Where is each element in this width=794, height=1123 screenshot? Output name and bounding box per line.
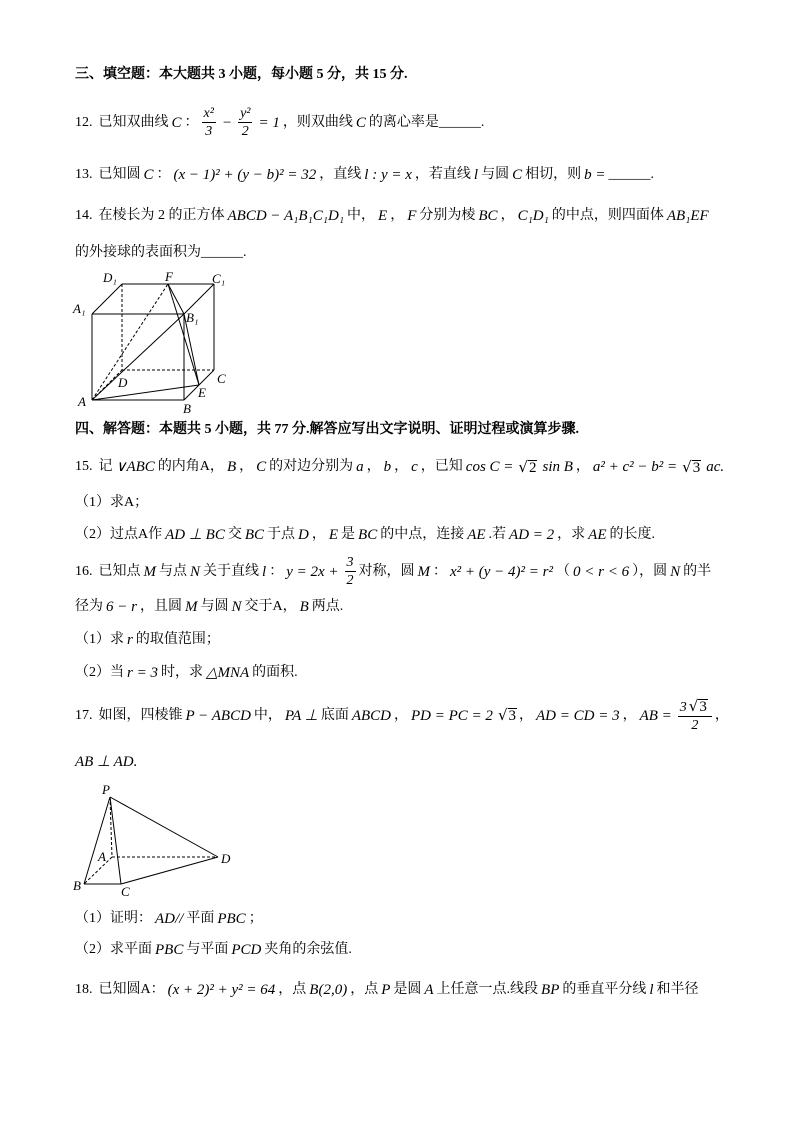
question-text: 上任意一点.线段	[436, 982, 539, 997]
question-text: 相切，则	[525, 167, 582, 182]
question-15	[75, 457, 727, 477]
radical-sign: √	[682, 457, 692, 476]
math-expression: AB ⊥ AD.	[75, 754, 138, 770]
question-text: 已知圆	[98, 167, 141, 182]
cube-figure	[70, 265, 240, 417]
question-text: 已知圆A：	[98, 982, 165, 997]
fraction	[238, 106, 252, 139]
fraction-denominator: 2	[691, 718, 699, 733]
vertex-label-a1: A₁	[73, 301, 86, 316]
question-text: 已知双曲线	[98, 114, 169, 130]
question-text: ，	[519, 707, 533, 723]
question-text: ，	[390, 208, 405, 223]
question-16-part-2	[75, 663, 298, 683]
math-variable: PCD	[231, 942, 262, 958]
math-expression: AD = CD = 3	[536, 707, 620, 724]
math-variable: A	[424, 982, 434, 998]
question-text: 交于A，	[244, 599, 297, 614]
math-expression: x² + (y − 4)² = r²	[450, 563, 554, 580]
question-text: 的内角A，	[157, 459, 224, 474]
question-text: 如图，四棱锥	[98, 707, 183, 723]
vertex-label-d1: D₁	[103, 270, 117, 285]
question-text: 是	[341, 527, 356, 542]
question-number: 13.	[75, 167, 93, 182]
question-number: 14.	[75, 208, 93, 223]
math-variable: PBC	[155, 942, 184, 958]
vertex-label-c: C	[121, 884, 130, 899]
question-text: ：	[433, 563, 447, 579]
question-text: 的取值范围；	[135, 632, 220, 647]
hidden-segment-a-f	[92, 284, 168, 400]
question-text: 和半径	[656, 982, 699, 997]
math-expression: ABCD − A₁B₁C₁D₁	[227, 208, 345, 224]
question-text: （1）证明：	[75, 911, 152, 926]
math-expression: (x + 2)² + y² = 64	[167, 982, 276, 998]
vertex-label-p: P	[102, 782, 110, 797]
vertex-label-c: C	[217, 371, 226, 386]
question-15-part-2	[75, 525, 655, 545]
edge-c-d	[121, 857, 218, 884]
fraction-numerator: 3	[346, 555, 354, 570]
square-root	[689, 698, 708, 715]
fraction-denominator: 2	[241, 124, 249, 139]
question-number: 18.	[75, 982, 93, 997]
question-text: 已知点	[98, 563, 141, 579]
question-text: 与圆	[200, 599, 229, 614]
question-number: 16.	[75, 563, 93, 579]
question-text: ，则双曲线	[282, 114, 353, 130]
math-variable: a	[356, 459, 364, 475]
math-expression: ac.	[706, 459, 725, 475]
vertex-label-d: D	[221, 851, 231, 866]
question-text: ，	[575, 459, 590, 474]
question-text: 的外接球的表面积为______.	[75, 245, 247, 260]
math-expression: △MNA	[205, 665, 250, 681]
math-expression: r = 3	[127, 665, 158, 681]
math-variable: D	[298, 527, 309, 543]
math-expression: ABCD	[351, 707, 392, 724]
fraction-numerator	[678, 698, 712, 717]
question-text: ，	[622, 707, 637, 723]
question-14	[75, 206, 712, 226]
math-variable: F	[407, 208, 417, 224]
vertex-label-a: A	[98, 849, 106, 864]
math-expression: AB =	[639, 707, 672, 724]
math-variable: AB₁EF	[666, 208, 709, 224]
square-root	[498, 707, 517, 724]
question-text: ，	[394, 707, 409, 723]
question-text: 的离心率是	[368, 114, 439, 130]
question-text: ，	[311, 527, 326, 542]
question-text: ，	[239, 459, 254, 474]
radical-sign: √	[518, 457, 528, 476]
vertex-label-b: B	[183, 401, 191, 416]
math-variable: l	[262, 563, 267, 580]
numerator-coefficient: 3	[679, 700, 687, 715]
math-variable: AE	[588, 527, 607, 543]
section-fill-in-heading	[75, 65, 408, 85]
question-text: ；	[248, 911, 263, 926]
radicand: 3	[508, 708, 516, 724]
math-expression: AD = 2	[509, 527, 555, 543]
math-variable: C₁D₁	[517, 208, 549, 224]
question-text: ：	[269, 563, 284, 579]
question-text: ，	[714, 707, 729, 723]
question-16-continuation	[75, 597, 343, 617]
question-text: 对称，圆	[358, 563, 415, 579]
section-heading-text: 三、填空题：本大题共 3 小题，每小题 5 分，共 15 分.	[75, 67, 408, 82]
question-text: 与圆	[481, 167, 510, 182]
math-expression: P − ABCD	[185, 707, 251, 724]
question-text: 的中点，连接	[380, 527, 465, 542]
math-variable: E	[378, 208, 388, 224]
math-variable: M	[417, 563, 430, 580]
math-variable: BC	[244, 527, 265, 543]
square-root	[518, 459, 537, 476]
math-expression: AD ⊥ BC	[165, 527, 225, 543]
math-variable: P	[381, 982, 391, 998]
question-text: ，	[500, 208, 515, 223]
question-text: 径为	[75, 599, 103, 614]
math-variable: M	[184, 599, 198, 615]
question-text: 的长度.	[609, 527, 655, 542]
math-variable: BC	[358, 527, 378, 543]
question-12	[75, 106, 484, 139]
question-text: 中，	[253, 707, 282, 723]
question-text: 分别为棱	[419, 208, 476, 223]
question-text: ，已知	[420, 459, 463, 474]
question-text: 的对边分别为	[269, 459, 354, 474]
math-expression: ∨ABC	[115, 459, 155, 475]
question-text: 与平面	[186, 942, 229, 957]
fraction	[678, 698, 712, 733]
question-13	[75, 165, 654, 185]
math-operator: −	[221, 114, 233, 131]
question-text: ，点	[278, 982, 307, 997]
math-variable: B	[226, 459, 237, 475]
square-root	[682, 459, 701, 476]
vertex-label-b: B	[73, 878, 81, 893]
math-variable: l	[473, 167, 479, 183]
vertex-label-f: F	[165, 269, 173, 284]
math-variable: N	[231, 599, 242, 615]
question-text: 的半	[683, 563, 712, 579]
vertex-label-a: A	[78, 394, 86, 409]
vertex-label-e: E	[198, 385, 206, 400]
question-number: 17.	[75, 707, 93, 723]
segment-a-e	[92, 385, 199, 400]
pyramid-figure	[68, 780, 240, 900]
question-text: ，	[366, 459, 381, 474]
question-number: 15.	[75, 459, 93, 474]
segment-a-b1	[92, 314, 184, 400]
math-expression: AD//	[155, 911, 184, 927]
math-expression: b =	[584, 167, 606, 183]
math-expression: PD = PC = 2	[411, 707, 493, 724]
question-text: 时，求	[160, 665, 203, 680]
question-text: ，求	[557, 527, 586, 542]
math-variable: r	[127, 632, 133, 648]
question-text: ，点	[350, 982, 379, 997]
math-expression: 6 − r	[106, 599, 137, 615]
math-variable: B	[299, 599, 309, 615]
math-variable: N	[190, 563, 201, 580]
math-expression: a² + c² − b² =	[592, 459, 678, 475]
fraction	[345, 555, 356, 588]
question-text: 底面	[320, 707, 349, 723]
math-expression: cos C =	[465, 459, 514, 475]
question-text: （1）求A；	[75, 495, 149, 510]
fraction-denominator: 2	[346, 573, 354, 588]
question-text: 平面	[186, 911, 215, 926]
question-text: 的垂直平分线	[562, 982, 647, 997]
question-text: 交	[227, 527, 242, 542]
math-variable: C	[171, 114, 182, 131]
edge-p-d	[110, 797, 218, 857]
math-expression: = 1	[258, 114, 280, 131]
math-variable: N	[670, 563, 681, 580]
vertex-label-d: D	[118, 375, 128, 390]
question-17-part-1	[75, 909, 263, 929]
math-expression: (x − 1)² + (y − b)² = 32	[173, 167, 317, 183]
edge-a1-d1	[92, 284, 122, 314]
math-variable: c	[411, 459, 418, 475]
radical-sign: √	[497, 706, 508, 724]
answer-blank: ______.	[438, 114, 485, 130]
question-text: ，若直线	[414, 167, 471, 182]
question-text: 记	[98, 459, 113, 474]
question-text: （2）过点A作	[75, 527, 163, 542]
math-variable: b	[383, 459, 392, 475]
math-variable: M	[143, 563, 156, 580]
answer-blank: ______.	[608, 167, 654, 182]
question-text: （	[556, 563, 571, 579]
question-text: 两点.	[311, 599, 344, 614]
question-text: ，	[394, 459, 409, 474]
math-variable: C	[143, 167, 154, 183]
question-text: （2）求平面	[75, 942, 152, 957]
section-solve-heading	[75, 420, 579, 440]
section-heading-text: 四、解答题：本题共 5 小题，共 77 分.解答应写出文字说明、证明过程或演算步骤.	[75, 422, 579, 437]
question-17-part-2	[75, 940, 352, 960]
math-variable: PBC	[217, 911, 246, 927]
question-text: ），圆	[632, 563, 668, 579]
math-variable: AE	[467, 527, 486, 543]
math-variable: C	[512, 167, 523, 183]
question-18	[75, 980, 699, 1000]
math-variable: BC	[478, 208, 498, 224]
math-variable: C	[355, 114, 366, 131]
math-expression: 0 < r < 6	[573, 563, 630, 580]
question-16	[75, 555, 711, 588]
math-variable: BP	[541, 982, 560, 998]
question-text: 中，	[347, 208, 376, 223]
question-text: 与点	[159, 563, 187, 579]
question-text: .若	[488, 527, 507, 542]
math-variable: C	[256, 459, 267, 475]
math-expression: sin B	[542, 459, 573, 475]
question-text: 是圆	[393, 982, 422, 997]
fraction	[202, 106, 216, 139]
vertex-label-b1: B₁	[186, 310, 199, 325]
question-text: （1）求	[75, 632, 124, 647]
question-number: 12.	[75, 114, 93, 130]
question-text: ：	[156, 167, 171, 182]
math-variable: E	[328, 527, 339, 543]
question-text: 关于直线	[203, 563, 260, 579]
question-14-continuation	[75, 243, 247, 263]
question-17	[75, 698, 729, 733]
question-text: （2）当	[75, 665, 124, 680]
question-15-part-1	[75, 493, 148, 513]
question-text: 的中点，则四面体	[551, 208, 664, 223]
question-text: ，直线	[319, 167, 362, 182]
math-expression: B(2,0)	[309, 982, 348, 998]
fraction-numerator: y²	[240, 106, 251, 121]
question-text: 的面积.	[252, 665, 298, 680]
fraction-numerator: x²	[203, 106, 214, 121]
math-variable: l	[649, 982, 654, 998]
math-expression: y = 2x +	[286, 563, 339, 580]
radicand: 3	[699, 699, 707, 715]
math-expression: l : y = x	[364, 167, 412, 183]
radicand: 3	[692, 459, 701, 476]
question-text: 在棱长为 2 的正方体	[98, 208, 225, 223]
question-text: ，且圆	[139, 599, 182, 614]
radicand: 2	[528, 459, 537, 476]
radical-sign: √	[688, 697, 699, 715]
question-text: 于点	[267, 527, 296, 542]
question-text: ：	[184, 114, 199, 130]
question-16-part-1	[75, 630, 220, 650]
vertex-label-c1: C₁	[212, 271, 226, 286]
edge-p-c	[110, 797, 121, 884]
fraction-denominator: 3	[205, 124, 213, 139]
question-text: 夹角的余弦值.	[264, 942, 352, 957]
math-expression: PA ⊥	[284, 707, 318, 724]
question-17-continuation	[75, 752, 140, 772]
